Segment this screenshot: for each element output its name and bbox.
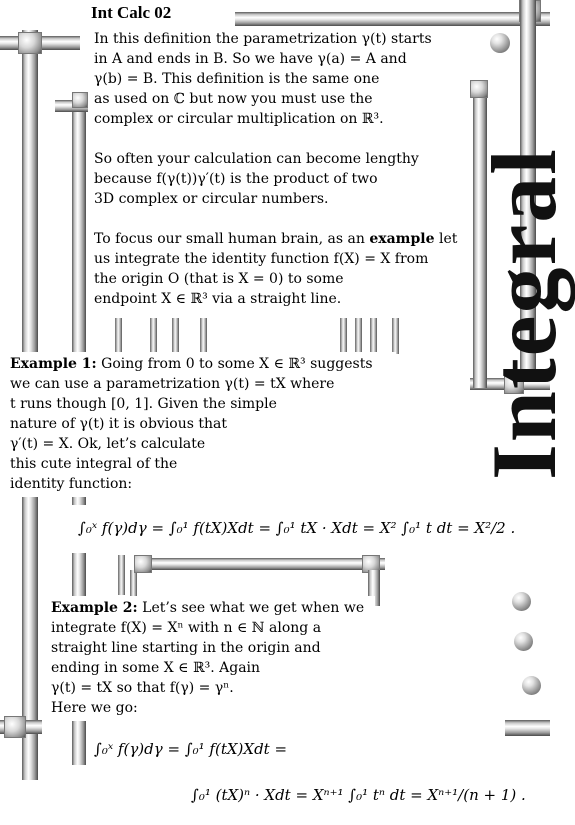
- stripe: [150, 318, 157, 354]
- background-word: Integral: [473, 147, 575, 480]
- metal-ball: [490, 33, 510, 53]
- intro-text: To focus our small human brain, as an: [94, 231, 370, 247]
- stripe: [118, 555, 125, 595]
- stripe: [200, 318, 207, 354]
- intro-panel: [88, 27, 470, 315]
- example-1-label: Example 1:: [10, 356, 97, 372]
- example-1-body: Going from 0 to some X ∈ ℝ³ suggests we can use a parametrization γ(t) = tX where t runs though [0, 1]. Given the simple nature of γ(t) it is obvious that γ′(t) = X. Ok, let’s calculate this cute integral of the identity function:: [10, 356, 373, 492]
- example-word: example: [369, 231, 435, 247]
- example-2-formula-line-2: ∫₀¹ (tX)ⁿ · Xdt = Xⁿ⁺¹ ∫₀¹ tⁿ dt = Xⁿ⁺¹/(n + 1) .: [191, 786, 526, 804]
- page-title: Int Calc 02: [91, 3, 172, 22]
- example-1-text: [10, 354, 373, 494]
- stripe: [370, 318, 377, 354]
- intro-paragraph-3: [94, 229, 457, 309]
- example-2-label: Example 2:: [51, 600, 138, 616]
- stripe: [172, 318, 179, 354]
- example-2-body: Let’s see what we get when we integrate f(X) = Xⁿ with n ∈ ℕ along a straight line starting in the origin and ending in some X ∈ ℝ³. Again γ(t) = tX so that f(γ) = γⁿ. Here we go:: [51, 600, 365, 716]
- intro-paragraph-2: So often your calculation can become lengthy because f(γ(t))γ′(t) is the product of two 3D complex or circular numbers.: [94, 151, 419, 207]
- right-inner-node: [470, 80, 488, 98]
- inner-left-node: [72, 92, 88, 108]
- top-metal-bar: [230, 12, 550, 26]
- stripe: [355, 318, 362, 354]
- example-2-formula-line2-panel: [185, 774, 526, 818]
- intro-paragraph-1: In this definition the parametrization γ(t) starts in A and ends in B. So we have γ(a) = A and γ(b) = B. This definition is the same one as used on ℂ but now you must use the complex or circular multiplication on ℝ³.: [94, 31, 432, 127]
- metal-ball: [522, 676, 541, 695]
- intro-text: let us integrate the identity function f(X) = X from the origin O (that is X = 0) to some endpoint X ∈ ℝ³ via a straight line.: [94, 231, 458, 307]
- example-1-formula: ∫₀ˣ f(γ)dγ = ∫₀¹ f(tX)Xdt = ∫₀¹ tX · Xdt = X² ∫₀¹ t dt = X²/2 .: [78, 519, 516, 537]
- left-bottom-node: [4, 716, 26, 738]
- stripe: [115, 318, 122, 354]
- lower-metal-bar: [135, 558, 385, 570]
- example-2-panel: [45, 596, 375, 721]
- metal-ball: [512, 592, 531, 611]
- left-top-node: [18, 32, 42, 54]
- metal-ball: [514, 632, 533, 651]
- example-2-text: [51, 598, 364, 718]
- example-2-formula-line-1: ∫₀ˣ f(γ)dγ = ∫₀¹ f(tX)Xdt =: [94, 740, 288, 758]
- stripe: [392, 318, 399, 354]
- lower-left-node: [134, 555, 152, 573]
- stripe: [340, 318, 347, 354]
- example-1-formula-panel: [70, 505, 545, 553]
- example-2-formula-line1-panel: [88, 730, 328, 770]
- example-1-panel: [6, 352, 396, 497]
- bottom-right-crossbar: [505, 720, 550, 736]
- title-panel: [85, 0, 235, 28]
